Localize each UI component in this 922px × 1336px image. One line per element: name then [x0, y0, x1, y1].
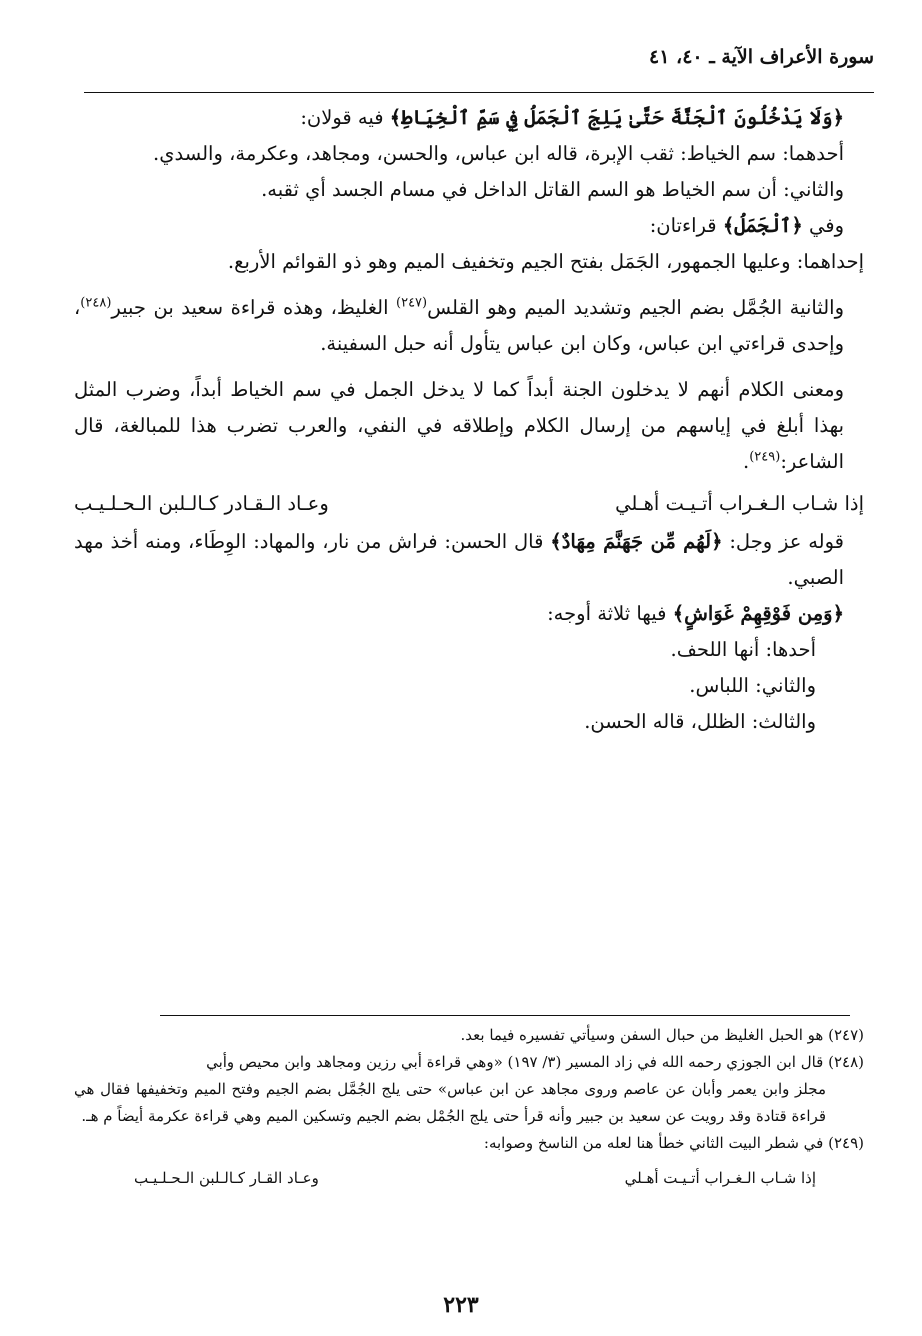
footnote-text: في شطر البيت الثاني خطأ هنا لعله من الناسخ وصوابه:: [483, 1134, 829, 1152]
footnote-text: هو الحبل الغليظ من حبال السفن وسيأتي تفسيره فيما بعد.: [460, 1026, 829, 1044]
footnote-249: [74, 1130, 864, 1157]
footnote-ref-248: (٢٤٨): [80, 295, 112, 311]
footnote-divider: [160, 1015, 850, 1016]
paragraph-11: والثاني: اللباس.: [689, 674, 816, 697]
paragraph-text: فيه قولان:: [300, 106, 390, 129]
paragraph-text: والثانية الجُمَّل بضم الجيم وتشديد الميم وهو القلس: [427, 296, 844, 319]
footnotes: [74, 1022, 864, 1192]
paragraph-text: ومعنى الكلام أنهم لا يدخلون الجنة أبداً كما لا يدخل الجمل في سم الخياط أبداً، وضرب المثل بهذا أبلغ في إياسهم من إرسال الكلام وإطلاقه في النفي، والعرب تضرب هذا للمبالغة، قال الشاعر:: [74, 378, 844, 473]
footnote-248: [74, 1049, 864, 1076]
paragraph-8: [74, 524, 864, 596]
paragraph-6: [74, 290, 864, 362]
footnote-ref-247: (٢٤٧): [396, 295, 428, 311]
paragraph-10: أحدها: أنها اللحف.: [670, 638, 816, 661]
paragraph-text: قال الحسن: فراش من نار، والمهاد: الوِطَاء، ومنه أخذ مهد الصبي.: [74, 530, 844, 589]
main-text: [74, 100, 864, 740]
footnote-number: (٢٤٧): [828, 1026, 864, 1044]
paragraph-text: الغليظ، وهذه قراءة سعيد بن جبير: [111, 296, 397, 319]
footnote-247: [74, 1022, 864, 1049]
paragraph-text: فيها ثلاثة أوجه:: [547, 602, 673, 625]
header-rule: [84, 92, 874, 93]
poem-verse: [74, 486, 864, 522]
paragraph-9: [74, 596, 864, 632]
footnote-number: (٢٤٨): [828, 1053, 864, 1071]
paragraph-text: قراءتان:: [649, 214, 723, 237]
quran-quote: ﴿ٱلْجَمَلُ﴾: [722, 214, 803, 237]
paragraph-4: [74, 208, 864, 244]
paragraph-1: [74, 100, 864, 136]
quran-quote: ﴿وَلَا يَدْخُلُونَ ٱلْجَنَّةَ حَتَّىٰ يَلِجَ ٱلْجَمَلُ فِي سَمِّ ٱلْخِيَاطِ﴾: [389, 106, 844, 129]
paragraph-7: [74, 372, 864, 480]
poem-first-hemistich: إذا شـاب الـغـراب أتـيـت أهـلي: [615, 492, 864, 515]
page-number: ٢٢٣: [443, 1292, 479, 1318]
poem-second-hemistich: وعـاد القـار كـالـلبن الـحـلـيـب: [134, 1169, 319, 1187]
paragraph-text: ، وإحدى قراءتي ابن عباس، وكان ابن عباس يتأول أنه حبل السفينة.: [74, 296, 844, 355]
footnote-poem-verse: [74, 1165, 864, 1192]
paragraph-text: .: [743, 450, 750, 473]
footnote-text: قال ابن الجوزي رحمه الله في زاد المسير (٣/ ١٩٧) «وهي قراءة أبي رزين ومجاهد وابن محيص وأبي: [206, 1053, 829, 1071]
header-title: سورة الأعراف الآية ـ ٤٠، ٤١: [649, 46, 874, 68]
paragraph-text: قوله عز وجل:: [722, 530, 844, 553]
running-header: [84, 46, 874, 92]
quran-quote: ﴿لَهُم مِّن جَهَنَّمَ مِهَادٌ﴾: [550, 530, 723, 553]
poem-first-hemistich: إذا شـاب الـغـراب أتـيـت أهـلي: [624, 1169, 816, 1187]
paragraph-2: أحدهما: سم الخياط: ثقب الإبرة، قاله ابن عباس، والحسن، ومجاهد، وعكرمة، والسدي.: [153, 142, 844, 165]
quran-quote: ﴿وَمِن فَوْقِهِمْ غَوَاشٍ﴾: [672, 602, 844, 625]
poem-second-hemistich: وعـاد الـقـادر كـالـلبن الـحـلـيـب: [74, 492, 329, 515]
footnote-number: (٢٤٩): [828, 1134, 864, 1152]
paragraph-3: والثاني: أن سم الخياط هو السم القاتل الداخل في مسام الجسد أي ثقبه.: [261, 178, 844, 201]
footnote-ref-249: (٢٤٩): [749, 449, 781, 465]
footnote-248-continued: مجلز وابن يعمر وأبان عن عاصم وروى مجاهد عن ابن عباس» حتى يلج الجُمَّل بضم الجيم وفتح الميم وتخفيفها فقال هي قراءة قتادة وقد رويت عن سعيد بن جبير وأنه قرأ حتى يلج الجُمْل بضم الجيم وتسكين الميم وهي قراءة عكرمة أيضاً م هـ.: [74, 1080, 826, 1125]
paragraph-12: والثالث: الظلل، قاله الحسن.: [584, 710, 816, 733]
paragraph-5: إحداهما: وعليها الجمهور، الجَمَل بفتح الجيم وتخفيف الميم وهو ذو القوائم الأربع.: [227, 250, 864, 273]
paragraph-text: وفي: [802, 214, 844, 237]
